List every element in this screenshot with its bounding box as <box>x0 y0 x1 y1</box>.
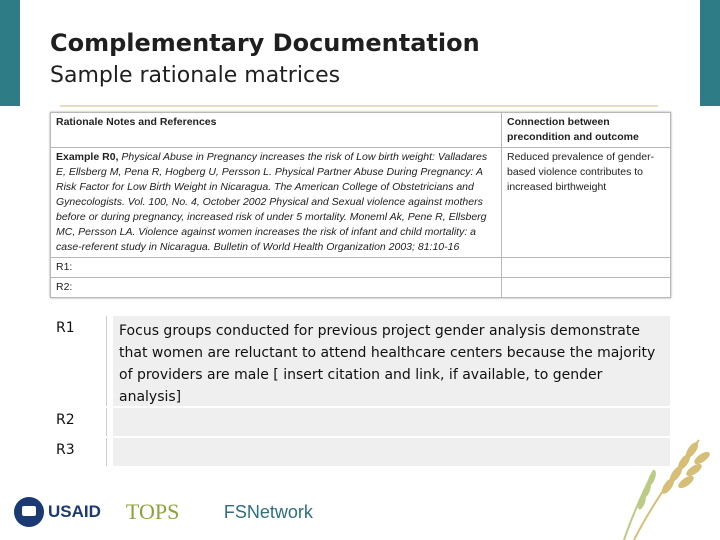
row-label-r1: R1: <box>51 258 502 278</box>
rationale-label-r1: R1 <box>50 316 107 406</box>
row-connection-r1 <box>502 258 671 278</box>
slide-title: Complementary Documentation <box>50 29 480 57</box>
table-row-r1 <box>51 258 671 278</box>
row-connection-r2 <box>502 278 671 298</box>
header-band-right <box>700 0 720 106</box>
rationale-label-r3: R3 <box>50 438 107 466</box>
example-connection: Reduced prevalence of gender-based violence contributes to increased birthweight <box>502 148 671 258</box>
title-area <box>50 26 664 92</box>
table-header-row <box>51 113 671 148</box>
example-label: Example R0, <box>56 151 119 163</box>
rationale-label-r2: R2 <box>50 408 107 436</box>
rationale-rows <box>50 316 670 468</box>
tops-wordmark: TOPS <box>125 499 180 524</box>
fsn-logo <box>224 502 313 523</box>
rationale-row-r1 <box>50 316 670 406</box>
usaid-logo <box>14 497 101 527</box>
rationale-matrix-table <box>50 112 671 298</box>
table-row-r2 <box>51 278 671 298</box>
row-label-r2: R2: <box>51 278 502 298</box>
rationale-text-r1: Focus groups conducted for previous project gender analysis demonstrate that women are reluctant to attend healthcare centers because the majority of providers are male [ insert citation and link, if available, to gender analysis] <box>113 316 670 406</box>
usaid-seal-icon <box>14 497 44 527</box>
table-row-example <box>51 148 671 258</box>
title-divider <box>60 105 658 107</box>
rationale-row-r3 <box>50 438 670 466</box>
rationale-text-r2 <box>113 408 670 436</box>
rationale-text-r3 <box>113 438 670 466</box>
slide-subtitle: Sample rationale matrices <box>50 63 341 88</box>
example-text: Physical Abuse in Pregnancy increases the risk of Low birth weight: Valladares E, Ellsberg M, Pena R, Hogberg U, Persson L. Physical Partner Abuse During Pregnancy: A Risk Factor for Low Birth Weight in Nicaragua. The American College of Obstetricians and Gynecologists. Vol. 100, No. 4, October 2002 Physical and Sexual violence against mothers before or during pregnancy, increased risk of under 5 mortality. Moneml Ak, Pene R, Ellsberg MC, Persson LA. Violence against women increases the risk of infant and child mortality: a case-referent study in Nicaragua. Bulletin of World Health Organization 2003; 81:10-16 <box>56 151 488 253</box>
header-connection: Connection between precondition and outcome <box>502 113 671 148</box>
tops-logo <box>126 499 206 525</box>
footer-logos <box>14 494 313 530</box>
example-cell <box>51 148 502 258</box>
fsn-wordmark: FSNetwork <box>223 501 313 522</box>
wheat-decoration-icon <box>614 430 714 540</box>
rationale-row-r2 <box>50 408 670 436</box>
usaid-wordmark: USAID <box>48 502 101 521</box>
header-rationale-notes: Rationale Notes and References <box>51 113 502 148</box>
header-band-left <box>0 0 20 106</box>
